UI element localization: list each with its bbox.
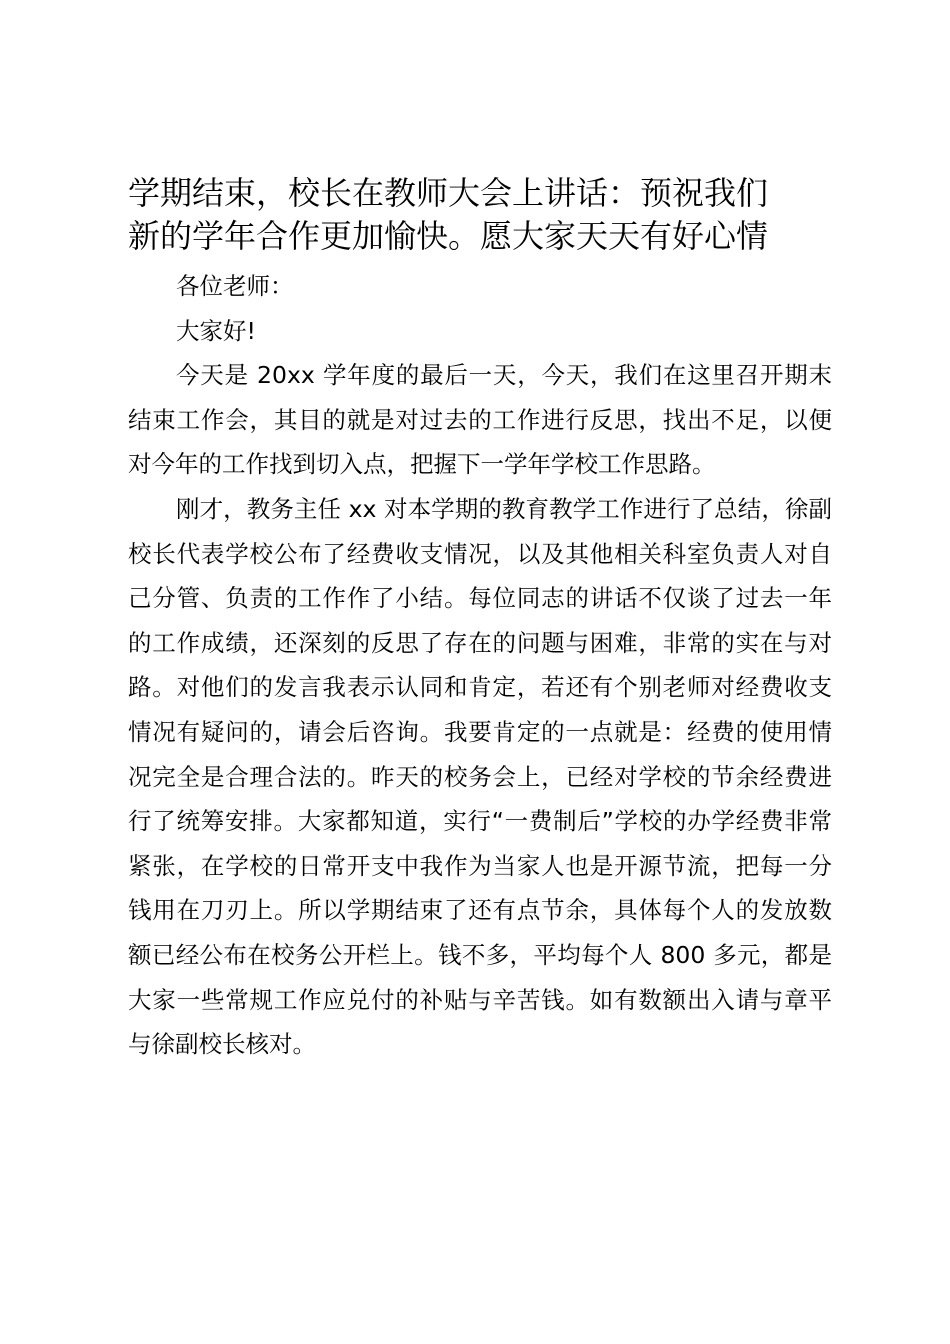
greeting: 大家好! xyxy=(176,316,256,345)
title-line-1: 学期结束，校长在教师大会上讲话：预祝我们 xyxy=(128,174,769,212)
paragraph-2: 刚才，教务主任 xx 对本学期的教育教学工作进行了总结，徐副校长代表学校公布了经费收支情况，以及其他相关科室负责人对自己分管、负责的工作作了小结。每位同志的讲话不仅谈了过去一年的工作成绩，还深刻的反思了存在的问题与困难，非常的实在与对路。对他们的发言我表示认同和肯定，若还有个别老师对经费收支情况有疑问的，请会后咨询。我要肯定的一点就是：经费的使用情况完全是合理合法的。昨天的校务会上，已经对学校的节余经费进行了统筹安排。大家都知道，实行“一费制后”学校的办学经费非常紧张，在学校的日常开支中我作为当家人也是开源节流，把每一分钱用在刀刃上。所以学期结束了还有点节余，具体每个人的发放数额已经公布在校务公开栏上。钱不多，平均每个人 800 多元，都是大家一些常规工作应兑付的补贴与辛苦钱。如有数额出入请与章平与徐副校长核对。 xyxy=(128,494,832,1059)
document-page xyxy=(128,172,832,1067)
salutation: 各位老师： xyxy=(176,272,294,300)
paragraph-1: 今天是 20xx 学年度的最后一天，今天，我们在这里召开期末结束工作会，其目的就是对过去的工作进行反思，找出不足，以便对今年的工作找到切入点，把握下一学年学校工作思路。 xyxy=(128,361,832,479)
document-title xyxy=(128,172,832,258)
title-line-2: 新的学年合作更加愉快。愿大家天天有好心情 xyxy=(128,217,769,255)
